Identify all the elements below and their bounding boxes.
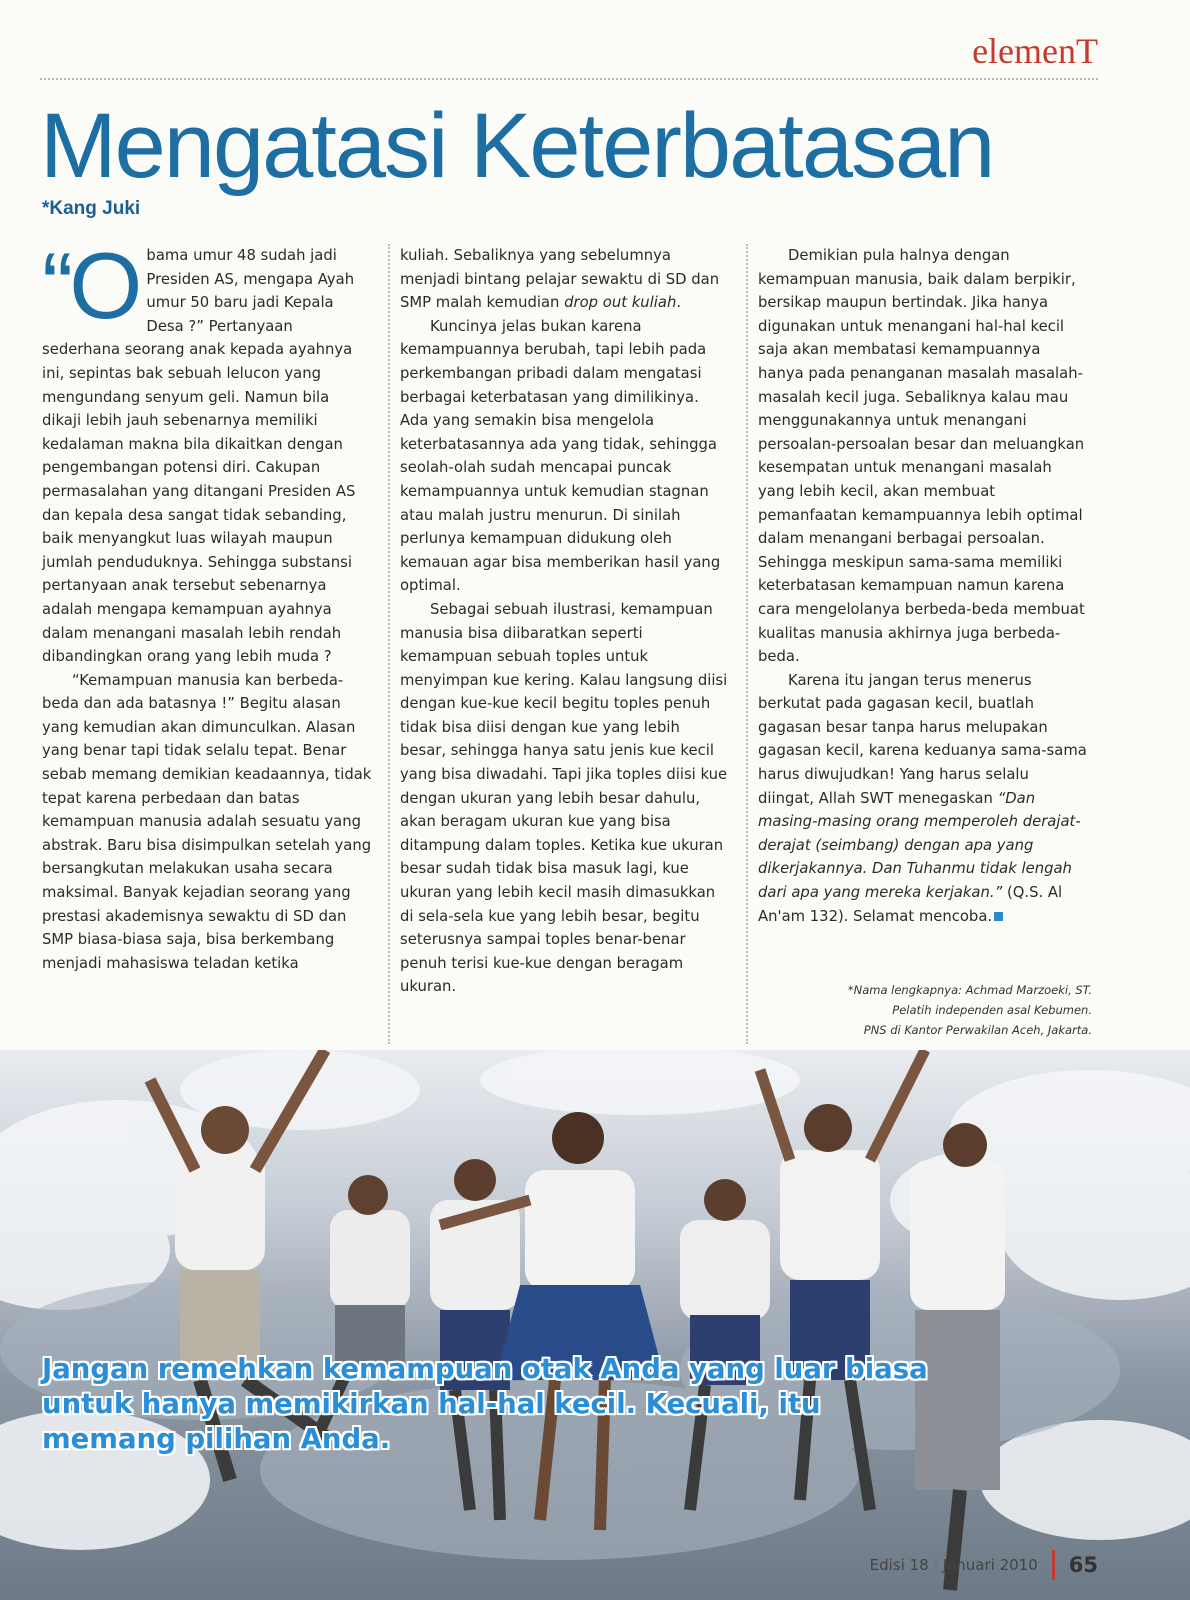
paragraph [42,233,372,669]
pull-quote: Jangan remehkan kemampuan otak Anda yang luar biasa untuk hanya memikirkan hal-hal kecil. Kecuali, itu memang pilihan Anda. [42,1353,928,1455]
paragraph-text: kuliah. Sebaliknya yang sebelumnya menjadi bintang pelajar sewaktu di SD dan SMP malah kemudian [400,247,720,312]
paragraph-text: (Q.S. Al An'am 132). Selamat mencoba. [758,884,1063,925]
column-divider-2 [746,244,748,1044]
quran-quote: “Dan masing-masing orang memperoleh derajat-derajat (seimbang) dengan apa yang dikerjakannya. Dan Tuhanmu tidak lengah dari apa yang mereka kerjakan.” [758,789,1081,902]
paragraph: Kuncinya jelas bukan karena kemampuannya berubah, tapi lebih pada perkembangan pribadi dalam mengatasi berbagai keterbatasan yang dimilikinya. Ada yang semakin bisa mengelola keterbatasannya ada yang tidak, sehingga seolah-olah sudah mencapai puncak kemampuannya untuk kemudian stagnan atau malah justru menurun. Di sinilah perlunya kemampuan didukung oleh kemauan agar bisa memberikan hasil yang optimal. [400,317,721,595]
author-footnote [772,980,1092,1040]
folio-divider [935,1555,937,1575]
article-column-1 [42,233,372,975]
paragraph [758,669,1088,929]
issue-date: Januari 2010 [942,1556,1038,1574]
paragraph: Sebagai sebuah ilustrasi, kemampuan manusia bisa diibaratkan seperti kemampuan sebuah toples untuk menyimpan kue kering. Kalau langsung diisi dengan kue-kue kecil begitu toples penuh tidak bisa diisi dengan kue yang lebih besar, sehingga hanya satu jenis kue kecil yang bisa diwadahi. Tapi jika toples diisi kue dengan ukuran yang lebih besar dahulu, akan beragam ukuran kue yang bisa ditampung dalam toples. Ketika kue ukuran besar sudah tidak bisa masuk lagi, kue ukuran yang lebih kecil masih dimasukkan di sela-sela kue yang lebih besar, begitu seterusnya sampai toples benar-benar penuh terisi kue-kue dengan beragam ukuran. [400,600,728,996]
end-mark-icon [994,912,1003,921]
author-byline: *Kang Juki [42,198,141,219]
paragraph-text: . [676,294,682,312]
students-jumping-photo [0,1050,1190,1600]
page-footer [870,1550,1098,1580]
edition-label: Edisi 18 [869,1556,929,1574]
italic-text: drop out kuliah [564,294,677,312]
section-tag: elemenT [972,31,1098,71]
photo-illustration [0,1050,1190,1600]
footnote-line: PNS di Kantor Perwakilan Aceh, Jakarta. [863,1023,1092,1037]
paragraph [400,244,730,315]
paragraph-text: Karena itu jangan terus menerus berkutat pada gagasan kecil, buatlah gagasan besar tanpa harus melupakan gagasan kecil, karena keduanya sama-sama harus diwujudkan! Yang harus selalu diingat, Allah SWT menegaskan [758,671,1087,807]
article-title: Mengatasi Keterbatasan [40,95,994,197]
drop-cap: “O [42,233,139,338]
article-column-2 [400,244,730,999]
footnote-line: *Nama lengkapnya: Achmad Marzoeki, ST. [847,983,1092,997]
column-divider-1 [388,244,390,1044]
page-number: 65 [1068,1553,1098,1577]
article-column-3 [758,244,1088,928]
paragraph-text: bama umur 48 sudah jadi Presiden AS, mengapa Ayah umur 50 baru jadi Kepala Desa ?” Pertanyaan sederhana seorang anak kepada ayahnya ini, sepintas bak sebuah lelucon yang mengundang senyum geli. Namun bila dikaji lebih jauh sebenarnya memiliki kedalaman makna bila dikaitkan dengan pengembangan potensi diri. Cakupan permasalahan yang ditangani Presiden AS dan kepala desa sangat tidak sebanding, baik menyangkut luas wilayah maupun jumlah penduduknya. Sehingga substansi pertanyaan anak tersebut sebenarnya adalah mengapa kemampuan ayahnya dalam menangani masalah lebih rendah dibandingkan orang yang lebih muda ? [42,247,356,666]
paragraph: Demikian pula halnya dengan kemampuan manusia, baik dalam berpikir, bersikap maupun bertindak. Jika hanya digunakan untuk menangani hal-hal kecil saja akan membatasi kemampuannya hanya pada penanganan masalah masalah-masalah kecil juga. Sebaliknya kalau mau menggunakannya untuk menangani persoalan-persoalan besar dan meluangkan kesempatan untuk menangani masalah yang lebih kecil, akan membuat pemanfaatan kemampuannya lebih optimal dalam menangani berbagai persoalan. Sehingga meskipun sama-sama memiliki keterbatasan kemampuan namun karena cara mengelolanya berbeda-beda membuat kualitas manusia akhirnya juga berbeda-beda. [758,247,1085,666]
top-rule [40,78,1098,80]
folio-accent-bar [1052,1550,1055,1580]
footnote-line: Pelatih independen asal Kebumen. [892,1003,1092,1017]
paragraph: “Kemampuan manusia kan berbeda-beda dan ada batasnya !” Begitu alasan yang kemudian akan dimunculkan. Alasan yang benar tapi tidak selalu tepat. Benar sebab memang demikian keadaannya, tidak tepat karena perbedaan dan batas kemampuan manusia adalah sesuatu yang abstrak. Baru bisa disimpulkan setelah yang bersangkutan melakukan usaha secara maksimal. Banyak kejadian seorang yang prestasi akademisnya sewaktu di SD dan SMP biasa-biasa saja, bisa berkembang menjadi mahasiswa teladan ketika [42,671,372,972]
